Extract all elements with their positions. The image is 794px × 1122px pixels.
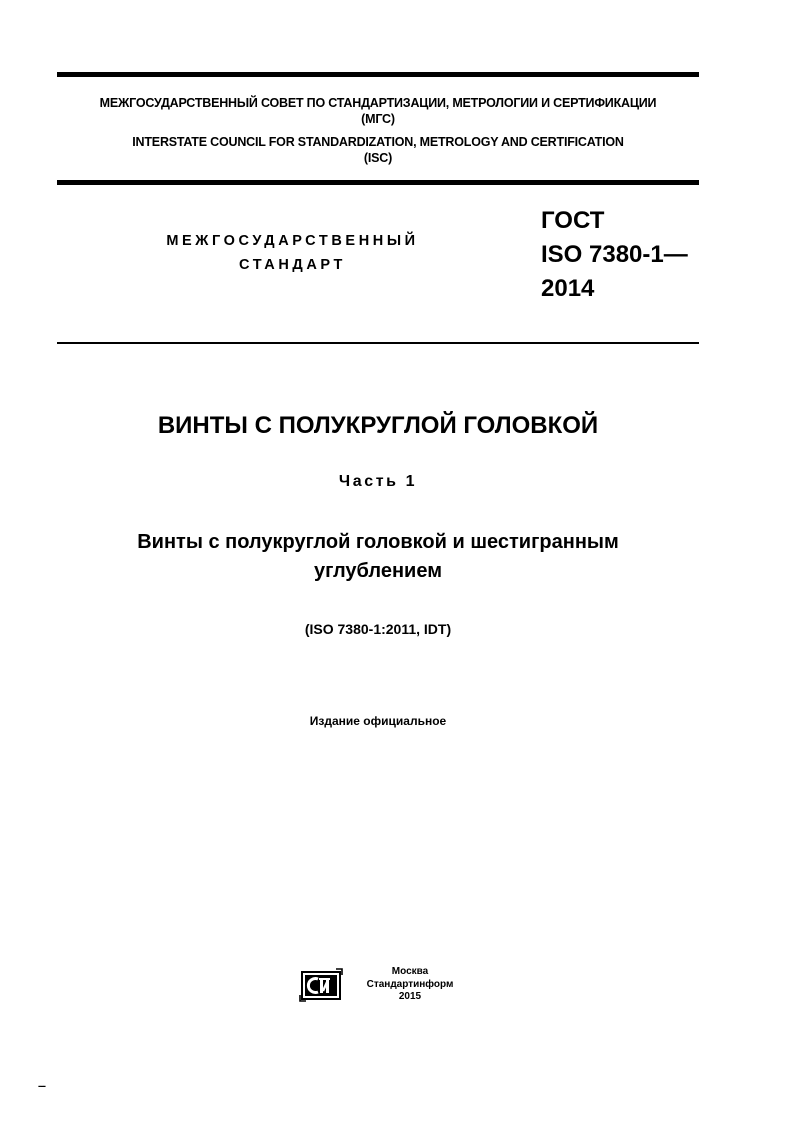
bottom-rule [57, 342, 699, 344]
standard-designation [541, 204, 688, 306]
subtitle-line1: Винты с полукруглой головкой и шестигранным [137, 531, 619, 553]
top-rule [57, 72, 699, 77]
council-ru-name: МЕЖГОСУДАРСТВЕННЫЙ СОВЕТ ПО СТАНДАРТИЗАЦИИ, МЕТРОЛОГИИ И СЕРТИФИКАЦИИ [99, 96, 657, 110]
council-en-block [57, 134, 699, 166]
publisher-year: 2015 [398, 991, 422, 1002]
document-title: ВИНТЫ С ПОЛУКРУГЛОЙ ГОЛОВКОЙ [157, 412, 599, 439]
council-ru-block [57, 95, 699, 127]
publisher-name: Стандартинформ [366, 978, 454, 990]
council-ru-abbr: (МГС) [361, 112, 395, 126]
standartinform-logo-icon [298, 967, 344, 1003]
standard-type [100, 229, 485, 277]
standard-type-line1: МЕЖГОСУДАРСТВЕННЫЙ [166, 233, 419, 249]
council-en-name: INTERSTATE COUNCIL FOR STANDARDIZATION, METROLOGY AND CERTIFICATION [132, 135, 624, 149]
part-label: Часть 1 [338, 473, 418, 490]
subtitle-line2: углублением [314, 560, 442, 582]
standard-type-line2: СТАНДАРТ [239, 257, 346, 273]
edition-label: Издание официальное [309, 714, 447, 728]
publisher-block [355, 966, 465, 1004]
designation-number: ISO 7380-1— [541, 241, 688, 268]
council-en-abbr: (ISC) [363, 151, 393, 165]
document-subtitle [57, 528, 699, 586]
iso-reference: (ISO 7380-1:2011, IDT) [304, 621, 452, 637]
corner-mark: --- [38, 1081, 45, 1092]
middle-rule [57, 180, 699, 185]
designation-prefix: ГОСТ [541, 207, 605, 234]
designation-year: 2014 [541, 275, 595, 302]
publisher-city: Москва [391, 966, 429, 977]
